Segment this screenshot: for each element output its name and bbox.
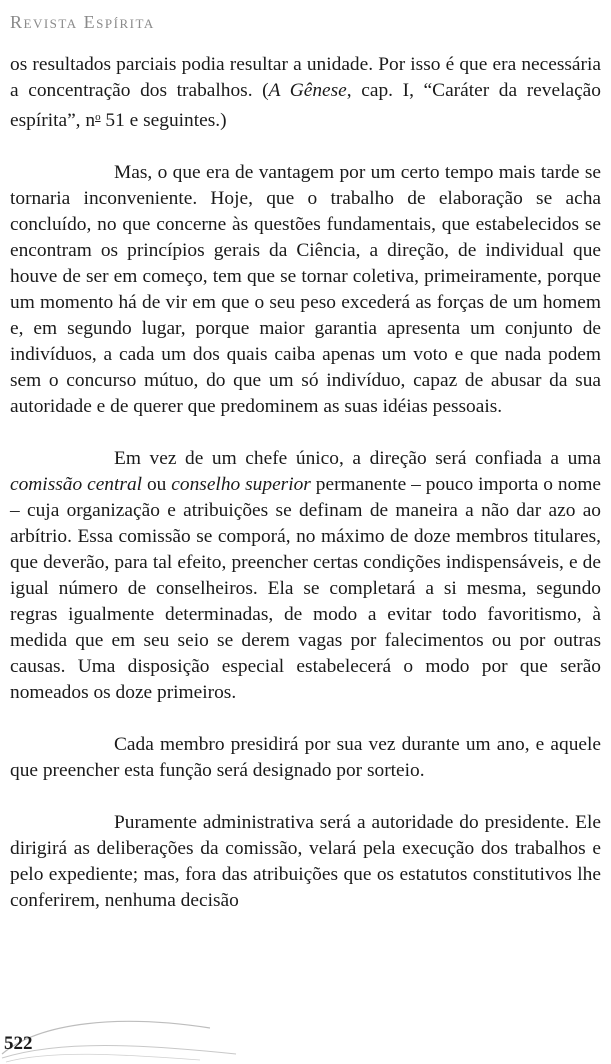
- text-run: ou: [142, 474, 172, 495]
- paragraph: Puramente administrativa será a autoridade do presidente. Ele dirigirá as deliberações da comissão, velará pela execução dos trabalhos e pelo expediente; mas, fora das atribuições que os estatutos constitutivos lhe conferirem, nenhuma decisão: [10, 812, 601, 911]
- paragraph: [10, 446, 601, 706]
- italic-term: conselho superior: [171, 474, 311, 495]
- folio-swoosh-ornament: [0, 1010, 240, 1064]
- book-title: A Gênese: [268, 80, 347, 101]
- italic-term: comissão central: [10, 474, 143, 495]
- text-run: os resultados parciais podia resultar a unidade. Por isso é que era necessária a concentração dos trabalhos. (: [10, 54, 601, 101]
- paragraph-continued: [10, 52, 601, 134]
- paragraph: Mas, o que era de vantagem por um certo tempo mais tarde se tornaria inconveniente. Hoje, que o trabalho de elaboração se acha concluído, no que concerne às questões fundamentais, que estabelecidos se encontram os princípios gerais da Ciência, a direção, de individual que houve de ser em começo, tem que se tornar coletiva, primeiramente, porque um momento há de vir em que o seu peso excederá as forças de um homem e, em segundo lugar, porque maior garantia apresenta um conjunto de indivíduos, a cada um dos quais caiba apenas um voto e que nada podem sem o concurso mútuo, do que um só indivíduo, capaz de abusar da sua autoridade e de querer que predominem as suas idéias pessoais.: [10, 162, 601, 417]
- body-text: [10, 52, 601, 914]
- ordinal-mark: o: [95, 111, 101, 123]
- text-run: , cap. I, “Caráter da revelação espírita”, n: [10, 80, 601, 131]
- page-number: 522: [4, 1033, 33, 1054]
- text-run: 51 e seguintes.): [100, 110, 227, 131]
- text-run: Em vez de um chefe único, a direção será confiada a uma: [114, 448, 601, 469]
- text-run: permanente – pouco importa o nome – cuja organização e atribuições se definam de maneira a não dar azo ao arbítrio. Essa comissão se comporá, no máximo de doze membros titulares, que deverão, para tal efeito, preencher certas condições indispensáveis, e de igual número de conselheiros. Ela se completará a si mesma, segundo regras igualmente determinadas, de modo a evitar todo favoritismo, à medida que em seu seio se derem vagas por falecimentos ou por outras causas. Uma disposição especial estabelecerá o modo por que serão nomeados os doze primeiros.: [10, 474, 602, 703]
- paragraph: Cada membro presidirá por sua vez durante um ano, e aquele que preencher esta função será designado por sorteio.: [10, 734, 601, 781]
- running-head: Revista Espírita: [10, 12, 155, 32]
